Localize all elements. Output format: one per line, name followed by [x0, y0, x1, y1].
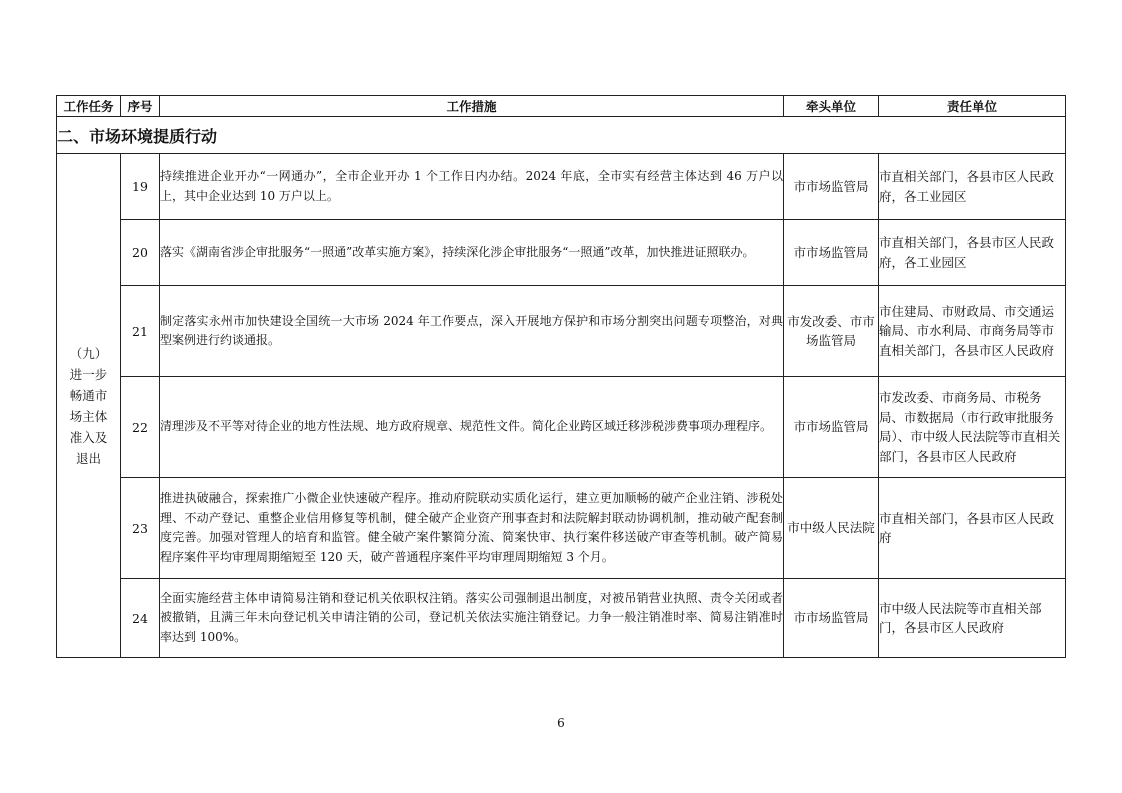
row-measure: 落实《湖南省涉企审批服务“一照通”改革实施方案》，持续深化涉企审批服务“一照通”改革，加快推进证照联办。	[160, 220, 784, 286]
row-seq: 24	[121, 579, 160, 658]
row-measure: 全面实施经营主体申请简易注销和登记机关依职权注销。落实公司强制退出制度，对被吊销营业执照、责令关闭或者被撤销，且满三年未向登记机关申请注销的公司，登记机关依法实施注销登记。力争一般注销准时率、简易注销准时率达到 100%。	[160, 579, 784, 658]
header-measure: 工作措施	[160, 96, 784, 117]
task-group-label: （九）进一步畅通市场主体准入及退出	[69, 345, 108, 466]
row-seq: 20	[121, 220, 160, 286]
row-lead: 市中级人民法院	[784, 478, 879, 579]
header-row	[57, 96, 1066, 117]
row-resp: 市住建局、市财政局、市交通运输局、市水利局、市商务局等市直相关部门，各县市区人民政府	[879, 286, 1066, 377]
row-seq: 23	[121, 478, 160, 579]
row-resp: 市发改委、市商务局、市税务局、市数据局（市行政审批服务局）、市中级人民法院等市直相关部门，各县市区人民政府	[879, 377, 1066, 478]
section-row	[57, 117, 1066, 154]
table-row	[57, 377, 1066, 478]
header-task: 工作任务	[57, 96, 121, 117]
row-lead: 市市场监管局	[784, 579, 879, 658]
row-seq: 19	[121, 154, 160, 220]
row-measure: 制定落实永州市加快建设全国统一大市场 2024 年工作要点，深入开展地方保护和市场分割突出问题专项整治，对典型案例进行约谈通报。	[160, 286, 784, 377]
row-resp: 市中级人民法院等市直相关部门，各县市区人民政府	[879, 579, 1066, 658]
row-lead: 市发改委、市市场监管局	[784, 286, 879, 377]
row-lead: 市市场监管局	[784, 377, 879, 478]
row-resp: 市直相关部门，各县市区人民政府，各工业园区	[879, 154, 1066, 220]
row-resp: 市直相关部门，各县市区人民政府	[879, 478, 1066, 579]
row-resp: 市直相关部门，各县市区人民政府，各工业园区	[879, 220, 1066, 286]
row-measure: 持续推进企业开办“一网通办”，全市企业开办 1 个工作日内办结。2024 年底，全市实有经营主体达到 46 万户以上，其中企业达到 10 万户以上。	[160, 154, 784, 220]
measures-table	[56, 95, 1066, 658]
row-seq: 21	[121, 286, 160, 377]
header-lead: 牵头单位	[784, 96, 879, 117]
header-seq: 序号	[121, 96, 160, 117]
table-row	[57, 220, 1066, 286]
section-title: 二、市场环境提质行动	[57, 117, 1066, 154]
header-resp: 责任单位	[879, 96, 1066, 117]
table-row	[57, 478, 1066, 579]
table-row	[57, 579, 1066, 658]
row-measure: 清理涉及不平等对待企业的地方性法规、地方政府规章、规范性文件。简化企业跨区域迁移涉税涉费事项办理程序。	[160, 377, 784, 478]
page-number: 6	[557, 716, 565, 730]
row-lead: 市市场监管局	[784, 220, 879, 286]
row-seq: 22	[121, 377, 160, 478]
table-row	[57, 154, 1066, 220]
row-lead: 市市场监管局	[784, 154, 879, 220]
table-row	[57, 286, 1066, 377]
task-group-cell	[57, 154, 121, 658]
row-measure: 推进执破融合，探索推广小微企业快速破产程序。推动府院联动实质化运行，建立更加顺畅的破产企业注销、涉税处理、不动产登记、重整企业信用修复等机制，健全破产企业资产刑事查封和法院解封联动协调机制，推动破产配套制度完善。加强对管理人的培育和监管。健全破产案件繁简分流、简案快审、执行案件移送破产审查等机制。破产简易程序案件平均审理周期缩短至 120 天，破产普通程序案件平均审理周期缩短 3 个月。	[160, 478, 784, 579]
